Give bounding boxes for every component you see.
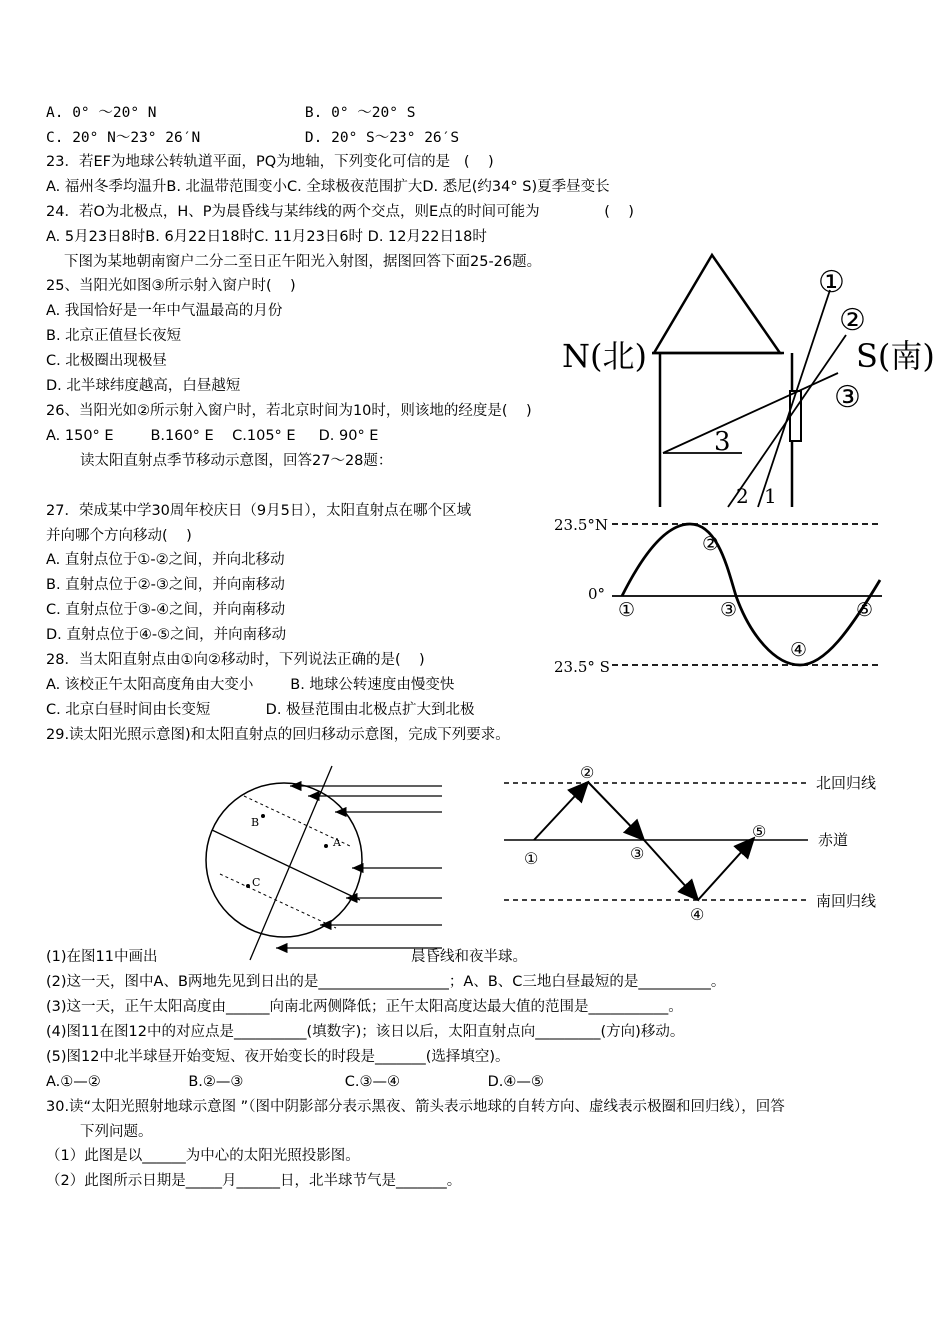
house-roof (654, 255, 780, 353)
arrow-1-2 (534, 782, 588, 840)
question-23: 23．若EF为地球公转轨道平面，PQ为地轴，下列变化可信的是 ( ) (46, 154, 494, 170)
point-b-label: B (251, 816, 260, 829)
point-a-label: A (333, 836, 341, 849)
question-30-2: （2）此图所示日期是_____月______日，北半球节气是_______。 (46, 1173, 462, 1189)
intro-27-28: 读太阳直射点季节移动示意图，回答27～28题： (80, 453, 393, 469)
point-5-label: ⑤ (856, 599, 874, 621)
option-line-a-b-22: A. 0° ～20° N B. 0° ～20° S (46, 105, 416, 121)
equator-label: 0° (588, 585, 606, 603)
north-label: N(北) (562, 337, 647, 375)
options-29-5: A.①—② B.②—③ C.③—④ D.④—⑤ (46, 1074, 544, 1090)
point-a-dot (324, 844, 328, 848)
question-29: 29.读太阳光照示意图)和太阳直射点的回归移动示意图，完成下列要求。 (46, 727, 510, 743)
question-29-1: (1)在图11中画出 晨昏线和夜半球。 (46, 949, 527, 965)
ray-2 (728, 335, 846, 507)
point-1-label: ① (524, 849, 539, 868)
point-4-label: ④ (690, 905, 705, 924)
option-25-b: B. 北京正值昼长夜短 (46, 328, 182, 344)
ray-3 (663, 373, 838, 453)
latitude-line-south (220, 874, 336, 928)
point-2-label: ② (580, 763, 595, 782)
question-27-cont: 并向哪个方向移动( ) (46, 528, 192, 544)
point-4-label: ④ (790, 639, 808, 661)
window (790, 391, 801, 441)
equator-label: 赤道 (818, 831, 849, 849)
ray-2-label: ② (839, 303, 866, 338)
angle-1-label: 1 (764, 484, 777, 508)
options-26: A. 150° E B.160° E C.105° E D. 90° E (46, 428, 379, 444)
tropic-south-label: 23.5° S (554, 658, 610, 676)
arrow-2-3 (588, 782, 644, 840)
migration-curve (622, 524, 880, 665)
option-27-a: A. 直射点位于①-②之间，并向北移动 (46, 552, 285, 568)
question-30-cont: 下列问题。 (80, 1124, 153, 1140)
tropic-south-label: 南回归线 (816, 892, 877, 910)
window-sunlight-figure (560, 245, 940, 510)
tropic-north-label: 北回归线 (816, 774, 877, 792)
point-3-label: ③ (630, 844, 645, 863)
south-label: S(南) (856, 337, 935, 375)
earth-axis (250, 766, 332, 960)
point-b-dot (261, 814, 265, 818)
ray-1 (758, 290, 830, 507)
option-line-c-d-22: C. 20° N～23° 26′N D. 20° S～23° 26′S (46, 130, 460, 146)
point-3-label: ③ (720, 599, 738, 621)
question-29-2: (2)这一天，图中A、B两地先见到日出的是__________________；A、B、C三地白昼最短的是__________。 (46, 974, 726, 990)
direct-sun-migration-sine-figure (550, 510, 890, 680)
option-25-c: C. 北极圈出现极昼 (46, 353, 167, 369)
tropic-north-label: 23.5°N (554, 516, 609, 534)
intro-25-26: 下图为某地朝南窗户二分二至日正午阳光入射图，据图回答下面25-26题。 (64, 254, 542, 270)
arrow-4-5 (698, 838, 754, 900)
globe-sunlight-figure (180, 760, 460, 960)
point-c-dot (246, 884, 250, 888)
question-30-1: （1）此图是以______为中心的太阳光照投影图。 (46, 1148, 360, 1164)
question-27: 27．荣成某中学30周年校庆日（9月5日），太阳直射点在哪个区域 (46, 503, 472, 519)
option-27-d: D. 直射点位于④-⑤之间，并向南移动 (46, 627, 287, 643)
ray-1-label: ① (818, 265, 845, 300)
option-25-a: A. 我国恰好是一年中气温最高的月份 (46, 303, 283, 319)
point-2-label: ② (702, 533, 720, 555)
ray-3-label: ③ (834, 380, 861, 415)
question-25: 25、当阳光如图③所示射入窗户时( ) (46, 278, 296, 294)
question-29-4: (4)图11在图12中的对应点是__________(填数字)；该日以后，太阳直射点向_________(方向)移动。 (46, 1024, 685, 1040)
globe (206, 783, 362, 937)
point-c-label: C (252, 876, 261, 889)
option-27-b: B. 直射点位于②-③之间，并向南移动 (46, 577, 285, 593)
question-26: 26、当阳光如②所示射入窗户时，若北京时间为10时，则该地的经度是( ) (46, 403, 532, 419)
options-24: A. 5月23日8时B. 6月22日18时C. 11月23日6时 D. 12月22日18时 (46, 229, 487, 245)
option-27-c: C. 直射点位于③-④之间，并向南移动 (46, 602, 286, 618)
direct-sun-migration-zigzag-figure (498, 760, 918, 930)
option-25-d: D. 北半球纬度越高，白昼越短 (46, 378, 241, 394)
question-30: 30.读“太阳光照射地球示意图 ”（图中阴影部分表示黑夜、箭头表示地球的自转方向、虚线表示极圈和回归线），回答 (46, 1099, 785, 1115)
question-24: 24．若O为北极点，H、P为晨昏线与某纬线的两个交点，则E点的时间可能为 ( ) (46, 204, 634, 220)
question-28: 28．当太阳直射点由①向②移动时，下列说法正确的是( ) (46, 652, 425, 668)
angle-2-label: 2 (736, 484, 749, 508)
options-23: A. 福州冬季均温升B. 北温带范围变小C. 全球极夜范围扩大D. 悉尼(约34° S)夏季昼变长 (46, 179, 610, 195)
options-28-ab: A. 该校正午太阳高度角由大变小 B. 地球公转速度由慢变快 (46, 677, 455, 693)
question-29-5: (5)图12中北半球昼开始变短、夜开始变长的时段是_______(选择填空)。 (46, 1049, 510, 1065)
arrow-3-4 (644, 840, 698, 900)
options-28-cd: C. 北京白昼时间由长变短 D. 极昼范围由北极点扩大到北极 (46, 702, 475, 718)
point-1-label: ① (618, 599, 636, 621)
question-29-3: (3)这一天，正午太阳高度由______向南北两侧降低；正午太阳高度达最大值的范围是___________。 (46, 999, 683, 1015)
angle-3-label: 3 (714, 427, 731, 457)
point-5-label: ⑤ (752, 822, 767, 841)
